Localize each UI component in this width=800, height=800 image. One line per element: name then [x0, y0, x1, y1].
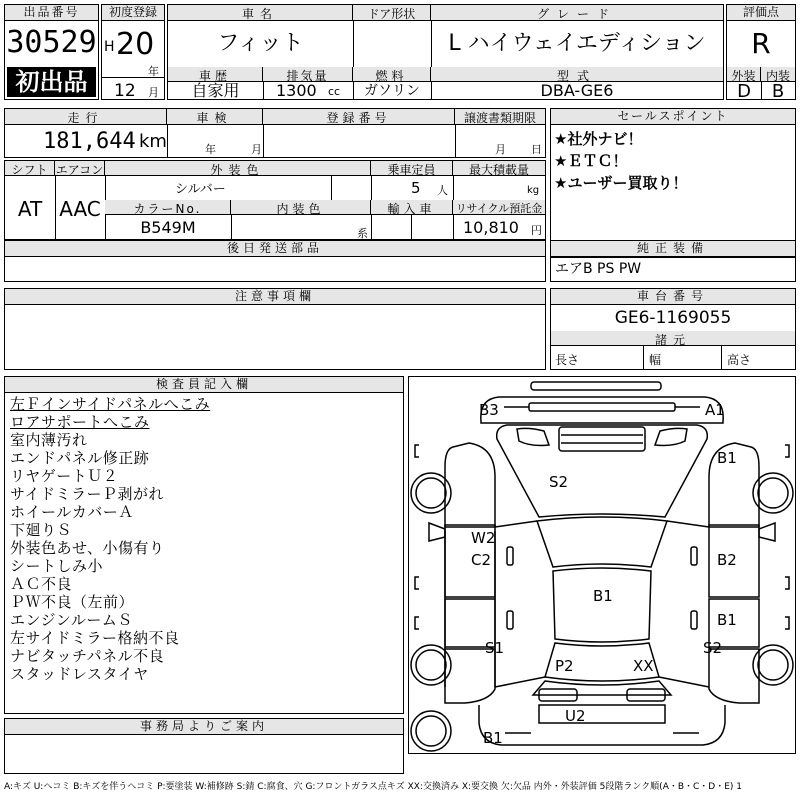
chassis-label: 車台番号: [551, 289, 795, 305]
capacity: 5: [411, 179, 421, 197]
inspector-note: ＡＣ不良: [10, 575, 73, 593]
model: DBA-GE6: [540, 81, 614, 100]
hood: [497, 425, 708, 517]
mark-right-front-door: B2: [717, 551, 737, 569]
office-block: [4, 718, 404, 774]
max-load-unit: kg: [527, 185, 540, 196]
inspector-lines: [5, 393, 403, 683]
inspector-note: サイドミラーＰ剥がれ: [10, 485, 164, 503]
exterior-grade: D: [737, 81, 751, 102]
model-label: 型式: [431, 67, 723, 82]
first-listing-badge: 初出品: [7, 67, 96, 97]
chassis-block: [550, 288, 796, 370]
mark-front-right-wheel: B1: [717, 449, 737, 467]
inspector-note: 左Ｆインサイドパネルへこみ: [10, 395, 211, 413]
width-label: 幅: [649, 353, 662, 367]
import-label: 輸入車: [371, 200, 453, 215]
inspector-note: ナビタッチパネル不良: [10, 647, 165, 665]
height-label: 高さ: [727, 353, 752, 367]
inspector-note: 下廻りＳ: [10, 521, 73, 539]
interior-grade: B: [771, 81, 785, 102]
inspector-note: 左サイドミラー格納不良: [10, 629, 180, 647]
capacity-label: 乗車定員: [371, 161, 453, 176]
reg-year: 20: [116, 27, 155, 62]
displacement-unit: cc: [328, 85, 341, 98]
era: H: [104, 39, 115, 55]
mark-rear-left: P2: [555, 657, 574, 675]
shift: AT: [17, 197, 43, 221]
mark-right-rear-door: B1: [717, 611, 737, 629]
ext-color: シルバー: [175, 182, 226, 197]
transfer-month-unit: 月: [495, 143, 506, 156]
lot-block: [4, 4, 99, 100]
inspector-note: シートしみ小: [10, 557, 104, 575]
inspector-note: エンジンルームＳ: [10, 611, 133, 629]
displacement-label: 排気量: [263, 67, 353, 82]
rear-gate: [533, 681, 671, 695]
insp-month-unit: 月: [251, 143, 262, 156]
score-label: 評価点: [727, 5, 795, 21]
recycle: 10,810: [463, 218, 519, 237]
later-parts-block: [4, 240, 546, 282]
exterior-label: 外装: [727, 67, 761, 82]
later-parts-label: 後日発送部品: [5, 241, 545, 257]
recycle-unit: 円: [531, 224, 542, 237]
inspection-label: 車検: [167, 109, 263, 125]
color-no: B549M: [140, 218, 196, 237]
mark-rear-gate: U2: [565, 707, 586, 725]
inspector-note: ＰＷ不良（左前）: [10, 593, 135, 611]
car-name-label: 車名: [168, 5, 353, 21]
recycle-label: リサイクル預託金: [453, 200, 545, 215]
car-info-block: [167, 4, 724, 100]
left-rear-fender: [445, 649, 495, 703]
mark-right-rear-wheel: S2: [703, 639, 723, 657]
ext-color-label: 外装色: [105, 161, 371, 176]
mark-front-right: A1: [705, 401, 725, 419]
int-color-label: 内装色: [231, 200, 371, 215]
sales-label: セールスポイント: [551, 109, 795, 125]
displacement: 1300: [276, 81, 317, 100]
mark-front-left: B3: [479, 401, 499, 419]
spare-wheel: [411, 711, 451, 751]
inspector-note: エンドパネル修正跡: [10, 449, 150, 467]
inspector-note: ロアサポートへこみ: [10, 413, 150, 431]
month-unit: 月: [148, 86, 159, 99]
left-mirror: [429, 523, 445, 541]
caution-block: [4, 288, 546, 370]
history: 自家用: [191, 81, 240, 100]
fuel-label: 燃料: [353, 67, 431, 82]
office-label: 事務局よりご案内: [5, 719, 403, 735]
transfer-day-unit: 日: [531, 143, 542, 156]
grade: L ハイウェイエディション: [448, 31, 706, 56]
chassis-number: GE6-1169055: [614, 308, 732, 328]
sales-points-block: [550, 108, 796, 258]
inspector-note: スタッドレスタイヤ: [10, 665, 149, 683]
right-rear-fender: [709, 649, 759, 703]
mark-left-front-door-w: W2: [471, 529, 496, 547]
front-bumper: [481, 397, 723, 423]
ac: AAC: [59, 197, 101, 221]
history-label: 車歴: [168, 67, 263, 82]
mark-left-rear: S1: [485, 639, 505, 657]
max-load-label: 最大積載量: [453, 161, 545, 176]
front-spoiler: [531, 382, 661, 390]
inspector-note: ホイールカバーＡ: [10, 503, 134, 521]
mark-roof: B1: [593, 587, 613, 605]
first-reg-label: 初度登録: [102, 5, 164, 21]
ac-label: エアコン: [55, 163, 104, 177]
mark-rear-right: XX: [633, 657, 654, 675]
inspector-label: 検査員記入欄: [5, 377, 403, 393]
row3-block: [4, 160, 546, 240]
shift-label: シフト: [5, 161, 55, 176]
door-label: ドア形状: [353, 5, 431, 21]
genuine-label: 純正装備: [551, 241, 795, 257]
windshield: [537, 517, 667, 567]
caution-label: 注意事項欄: [5, 289, 545, 305]
car-name: フィット: [217, 31, 304, 56]
mark-hood: S2: [549, 473, 569, 491]
capacity-unit: 人: [437, 184, 448, 197]
reg-no-label: 登録番号: [263, 109, 455, 125]
int-color-unit: 系: [357, 227, 368, 240]
mileage: 181,644: [43, 129, 136, 154]
lot-label: 出品番号: [5, 5, 98, 21]
mileage-unit: km: [139, 131, 167, 152]
mileage-label: 走行: [5, 109, 167, 125]
genuine-equipment: エアB PS PW: [555, 261, 642, 277]
reg-month: 12: [114, 81, 136, 101]
lot-number: 30529: [6, 25, 97, 60]
car-diagram: [409, 377, 795, 753]
dims-label: 諸元: [551, 331, 795, 346]
mark-left-front-door-c: C2: [471, 551, 492, 569]
left-front-fender: [445, 443, 495, 527]
year-unit: 年: [148, 65, 159, 78]
first-reg-block: [101, 4, 165, 100]
fuel: ガソリン: [364, 83, 420, 99]
sales-point: ★ＥＴＣ！: [554, 152, 628, 170]
inspector-note: 室内薄汚れ: [10, 431, 88, 449]
interior-label: 内装: [761, 67, 795, 82]
score: R: [751, 27, 771, 60]
inspector-note: 外装色あせ、小傷有り: [10, 539, 165, 557]
inspector-block: [4, 376, 404, 714]
roof: [553, 568, 651, 642]
grade-label: グレード: [431, 5, 723, 21]
legend: A:キズ U:ヘコミ B:キズを伴うヘコミ P:要塗装 W:補修跡 S:錆 C:腐食、穴 G:フロントガラス点キズ XX:交換済み X:要交換 欠:欠品 内外・外装評価 5段階ランク順(A・B・C・D・E) 1: [4, 782, 743, 792]
transfer-label: 譲渡書類期限: [455, 109, 545, 125]
color-no-label: カラーNo.: [105, 200, 231, 215]
insp-year-unit: 年: [205, 143, 216, 156]
mark-spare-wheel: B1: [483, 729, 503, 747]
right-mirror: [759, 523, 775, 541]
rear-bumper: [479, 705, 725, 745]
inspector-note: リヤゲートＵ２: [10, 467, 119, 485]
score-block: [726, 4, 796, 100]
row2-block: [4, 108, 546, 158]
genuine-block: [550, 240, 796, 282]
length-label: 長さ: [555, 353, 580, 367]
sales-point: ★ユーザー買取り！: [554, 174, 688, 192]
car-diagram-block: [408, 376, 796, 754]
sales-point: ★社外ナビ！: [554, 130, 643, 148]
